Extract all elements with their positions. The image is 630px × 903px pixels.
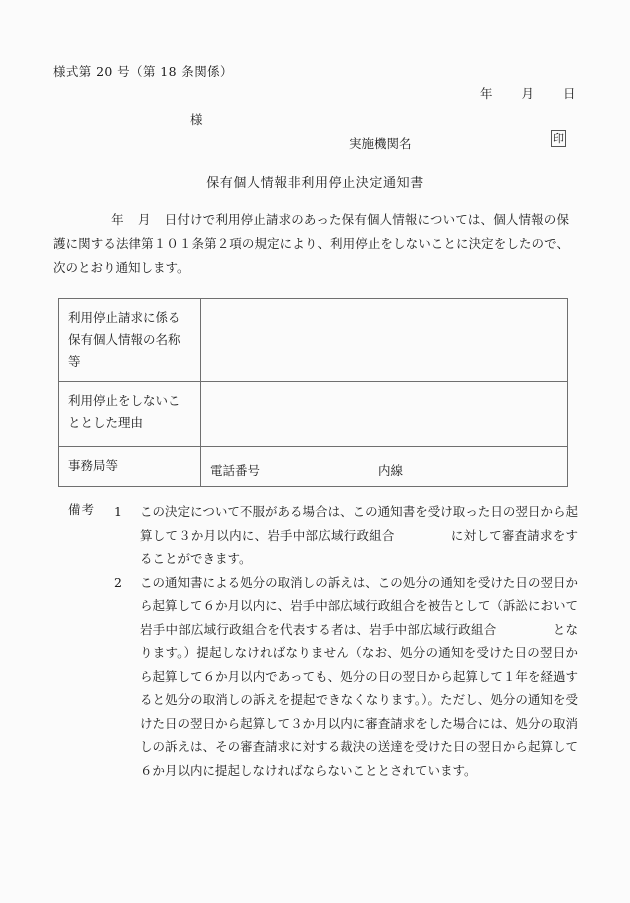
remark-item-2-text-part2: となります。）提起しなければなりません（なお、処分の通知を受けた日の翌日から起算して６か月以内であっても、処分の日の翌日から起算して１年を経過すると処分の取消しの訴えを提起できなくなります。）。ただし、処分の通知を受けた日の翌日から起算して３か月以内に審査請求をした場合には、処分の取消しの訴えは、その審査請求に対する裁決の送達を受けた日の翌日から起算して６か月以内に提起しなければならないこととされています。 bbox=[140, 621, 578, 778]
date-month-label: 月 bbox=[521, 86, 534, 101]
remark-item-2-text-part1: この通知書による処分の取消しの訴えは、この処分の通知を受けた日の翌日から起算して６か月以内に、岩手中部広域行政組合を被告として（訴訟において岩手中部広域行政組合を代表する者は、岩手中部広域行政組合 bbox=[140, 574, 578, 637]
date-line bbox=[480, 84, 575, 102]
remark-item-1-text-part2: に対して審査請求をすることができます。 bbox=[140, 527, 578, 566]
remark-item-2-number: 2 bbox=[114, 574, 122, 590]
row-value-reason[interactable] bbox=[201, 382, 568, 447]
remark-item-2 bbox=[68, 571, 578, 783]
form-number: 様式第 20 号（第 18 条関係） bbox=[53, 64, 233, 79]
intro-month-label: 月 bbox=[137, 212, 151, 227]
intro-day-label: 日 bbox=[164, 212, 178, 227]
remark-item-1-number: 1 bbox=[114, 504, 122, 519]
seal-stamp-box: 印 bbox=[553, 132, 564, 145]
remark-item-1-text-part1: この決定について不服がある場合は、この通知書を受け取った日の翌日から起算して３か月以内に、岩手中部広域行政組合 bbox=[140, 504, 578, 543]
row-label-reason: 利用停止をしないこととした理由 bbox=[59, 382, 201, 447]
remark-item-1-body bbox=[140, 500, 578, 571]
extension-label: 内線 bbox=[378, 463, 404, 478]
row-value-office[interactable] bbox=[201, 447, 568, 487]
intro-body-text: 付けで利用停止請求のあった保有個人情報については、個人情報の保護に関する法律第１０１条第２項の規定により、利用停止をしないことに決定をしたので、次のとおり通知します。 bbox=[53, 212, 569, 275]
office-contact-line bbox=[210, 460, 561, 482]
remarks-section bbox=[68, 500, 578, 782]
remarks-heading: 備考 bbox=[68, 502, 96, 517]
issuer-label: 実施機関名 bbox=[349, 136, 412, 151]
intro-paragraph bbox=[53, 208, 569, 280]
remark-item-2-body bbox=[140, 571, 578, 783]
date-year-label: 年 bbox=[480, 86, 493, 101]
phone-number-label: 電話番号 bbox=[210, 463, 261, 478]
row-label-office: 事務局等 bbox=[59, 447, 201, 487]
remark-item-1 bbox=[68, 500, 578, 571]
date-day-label: 日 bbox=[562, 86, 576, 101]
intro-year-label: 年 bbox=[111, 212, 124, 227]
table-row bbox=[59, 382, 568, 447]
addressee-honorific: 様 bbox=[190, 112, 203, 127]
table-row bbox=[59, 447, 568, 487]
information-table bbox=[58, 298, 568, 487]
table-row bbox=[59, 299, 568, 382]
document-title: 保有個人情報非利用停止決定通知書 bbox=[206, 176, 424, 191]
row-label-name-of-information: 利用停止請求に係る保有個人情報の名称等 bbox=[59, 299, 201, 382]
row-value-name-of-information[interactable] bbox=[201, 299, 568, 382]
